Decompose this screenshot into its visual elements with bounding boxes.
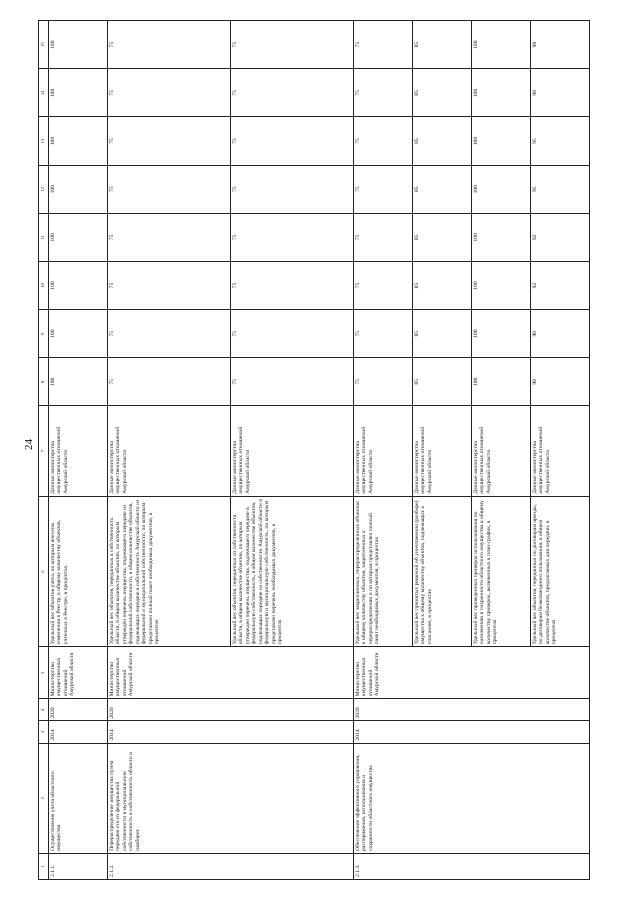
indicator-name: Удельный вес проведенных проверок использования по назначению и сохранности областного имущества к общему количеству проверок, включенных в план-график, в процентах <box>472 496 531 647</box>
indicator-value: 100 <box>472 21 531 69</box>
column-number: 6 <box>39 496 49 647</box>
indicator-source: Данные министерства имущественных отношений Амурской области <box>354 406 413 496</box>
indicator-value: 85 <box>413 213 472 261</box>
indicator-value: 100 <box>49 165 108 213</box>
indicator-value: 90 <box>531 358 590 406</box>
indicator-value: 100 <box>49 261 108 309</box>
indicator-value: 100 <box>472 358 531 406</box>
indicator-name: Удельный вес объектов, переданных по договорам аренды, по договорам безвозмездного пользования, в общем количестве объектов, предлагаемых для передачи, в процентах <box>531 496 590 647</box>
indicator-value: 98 <box>531 21 590 69</box>
indicator-value: 100 <box>49 358 108 406</box>
column-number: 3 <box>39 721 49 743</box>
column-number: 4 <box>39 699 49 721</box>
indicator-value: 75 <box>354 310 413 358</box>
end-year: 2020 <box>108 699 354 721</box>
column-number: 8 <box>39 358 49 406</box>
start-year: 2014 <box>354 721 590 743</box>
indicator-value: 75 <box>108 213 231 261</box>
indicator-source: Данные министерства имущественных отношений Амурской области <box>531 406 590 496</box>
indicator-value: 75 <box>108 117 231 165</box>
indicator-value: 100 <box>472 261 531 309</box>
indicator-value: 75 <box>354 21 413 69</box>
indicator-value: 75 <box>108 69 231 117</box>
indicator-value: 85 <box>413 21 472 69</box>
indicator-value: 100 <box>472 213 531 261</box>
indicator-value: 85 <box>413 310 472 358</box>
executor: Министерство имущественных отношений Амурской области <box>354 647 590 699</box>
page-number: 24 <box>23 439 35 450</box>
row-code: 2.1.2. <box>108 853 354 879</box>
program-table <box>38 20 590 880</box>
table-row <box>354 21 413 880</box>
table-body <box>49 21 590 880</box>
start-year: 2014 <box>108 721 354 743</box>
indicator-value: 75 <box>231 21 354 69</box>
indicator-value: 75 <box>108 358 231 406</box>
indicator-value: 100 <box>472 69 531 117</box>
indicator-value: 75 <box>354 165 413 213</box>
indicator-name: Удельный вес закрепленных, перераспределенных объектов к общему количеству объектов, закрепленных к перераспределению и по которым представлен полный пакет необходимых документов, в процентах <box>354 496 413 647</box>
indicator-name: Удельный вес объектов, переданных в собственность области, в общем количестве объектов, по которым утверждён перечень имущества, подлежащего передаче из федеральной собственности, в общем количестве объектов, подлежащих передаче в собственность Амурской области из федеральной и муниципальной собственности, по которым представлен полный пакет необходимых документов, в процентах <box>108 496 231 647</box>
indicator-value: 75 <box>231 261 354 309</box>
indicator-value: 75 <box>108 21 231 69</box>
indicator-value: 75 <box>354 213 413 261</box>
indicator-value: 100 <box>49 69 108 117</box>
column-number: 12 <box>39 165 49 213</box>
indicator-name: Удельный вес объектов учета, по которым внесены изменения в Реестр, к общему количеству объектов, учтенных в Реестре, в процентах <box>49 496 108 647</box>
table-row <box>49 21 108 880</box>
column-number: 7 <box>39 406 49 496</box>
end-year: 2020 <box>354 699 590 721</box>
indicator-value: 95 <box>531 165 590 213</box>
indicator-value: 100 <box>49 310 108 358</box>
rotated-table-wrapper <box>38 20 598 880</box>
indicator-value: 85 <box>413 358 472 406</box>
indicator-value: 92 <box>531 261 590 309</box>
indicator-value: 75 <box>354 69 413 117</box>
indicator-value: 75 <box>354 358 413 406</box>
indicator-value: 100 <box>49 117 108 165</box>
indicator-source: Данные министерства имущественных отношений Амурской области <box>231 406 354 496</box>
column-number: 14 <box>39 69 49 117</box>
start-year: 2014 <box>49 721 108 743</box>
indicator-value: 85 <box>413 69 472 117</box>
indicator-value: 75 <box>231 69 354 117</box>
row-code: 2.1.3. <box>354 853 590 879</box>
column-number: 11 <box>39 213 49 261</box>
indicator-value: 75 <box>108 261 231 309</box>
column-number: 2 <box>39 743 49 853</box>
indicator-value: 100 <box>472 310 531 358</box>
indicator-name: Удельный вес принятых решений об уничтожении (разборе) имущества к общему количеству объектов, подлежащих к списанию, в процентах <box>413 496 472 647</box>
indicator-source: Данные министерства имущественных отношений Амурской области <box>472 406 531 496</box>
column-number: 9 <box>39 310 49 358</box>
indicator-value: 75 <box>108 165 231 213</box>
column-number: 10 <box>39 261 49 309</box>
indicator-source: Данные министерства имущественных отношений Амурской области <box>49 406 108 496</box>
indicator-value: 75 <box>231 165 354 213</box>
end-year: 2020 <box>49 699 108 721</box>
indicator-value: 85 <box>413 261 472 309</box>
indicator-value: 75 <box>231 117 354 165</box>
indicator-value: 75 <box>231 213 354 261</box>
indicator-value: 100 <box>49 213 108 261</box>
indicator-value: 100 <box>472 117 531 165</box>
column-number: 15 <box>39 21 49 69</box>
indicator-value: 95 <box>531 117 590 165</box>
indicator-value: 100 <box>49 21 108 69</box>
indicator-value: 75 <box>231 358 354 406</box>
indicator-value: 98 <box>531 69 590 117</box>
executor: Министерство имущественных отношений Амурской области <box>108 647 354 699</box>
indicator-value: 92 <box>531 213 590 261</box>
indicator-value: 85 <box>413 165 472 213</box>
indicator-value: 100 <box>472 165 531 213</box>
indicator-value: 75 <box>108 310 231 358</box>
column-number-row <box>39 21 49 880</box>
event-name: Осуществление учета областного имущества <box>49 743 108 853</box>
column-number: 13 <box>39 117 49 165</box>
indicator-value: 75 <box>231 310 354 358</box>
indicator-value: 75 <box>354 261 413 309</box>
executor: Министерство имущественных отношений Амурской области <box>49 647 108 699</box>
column-number: 1 <box>39 853 49 879</box>
indicator-value: 85 <box>413 117 472 165</box>
event-name: Перераспределение имущества путем передачи его из федеральной собственности в муниципальную собственность в собственность области и наоборот <box>108 743 354 853</box>
indicator-value: 90 <box>531 310 590 358</box>
event-name: Обеспечение эффективного управления, распоряжения, использования и сохранности областного имущества <box>354 743 590 853</box>
table-row <box>108 21 231 880</box>
row-code: 2.1.1. <box>49 853 108 879</box>
indicator-name: Удельный вес объектов, переданных из собственности области, в общем количестве объектов, по которым утвержден перечень имущества, подлежащего передаче в федеральную собственность, в общем количестве объектов, подлежащих передаче из собственности Амурской области в федеральную и муниципальную собственность, по которым представлен перечень необходимых документов, в процентах <box>231 496 354 647</box>
indicator-value: 75 <box>354 117 413 165</box>
indicator-source: Данные министерства имущественных отношений Амурской области <box>413 406 472 496</box>
column-number: 5 <box>39 647 49 699</box>
indicator-source: Данные министерства имущественных отношений Амурской области <box>108 406 231 496</box>
